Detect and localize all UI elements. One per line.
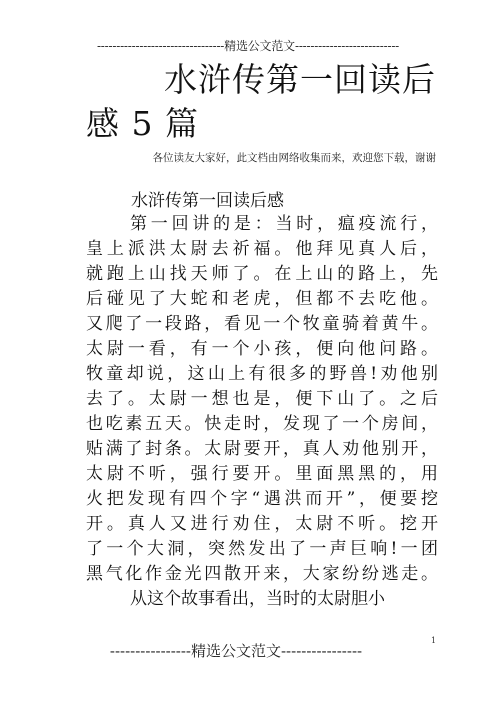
body-line: 后碰见了大蛇和老虎，但都不去吃他。 <box>86 289 438 309</box>
body-text <box>86 212 438 612</box>
section-subtitle: 水浒传第一回读后感 <box>131 191 284 211</box>
page-footer: ----------------精选公文范文---------------- <box>109 642 363 660</box>
body-line: 皇上派洪太尉去祈福。他拜见真人后， <box>86 239 438 259</box>
body-line: 了一个大洞，突然发出了一声巨响!一团 <box>86 539 438 559</box>
body-line: 黑气化作金光四散开来，大家纷纷逃走。 <box>86 564 438 584</box>
body-line: 牧童却说，这山上有很多的野兽!劝他别 <box>86 364 438 384</box>
body-line: 贴满了封条。太尉要开，真人劝他别开， <box>86 439 438 459</box>
greeting-note: 各位读友大家好，此文档由网络收集而来，欢迎您下载，谢谢 <box>152 152 436 164</box>
body-line: 太尉不听，强行要开。里面黑黑的，用 <box>86 464 438 484</box>
page-number: 1 <box>431 636 437 645</box>
body-line: 也吃素五天。快走时，发现了一个房间， <box>86 414 438 434</box>
title-line-2: 感 5 篇 <box>86 104 199 143</box>
body-line: 火把发现有四个字“遇洪而开”，便要挖 <box>86 489 438 509</box>
title-line-1: 水浒传第一回读后 <box>164 60 436 99</box>
body-line: 从这个故事看出，当时的太尉胆小 <box>130 589 385 609</box>
document-title <box>86 58 436 146</box>
body-line: 去了。太尉一想也是，便下山了。之后 <box>86 389 438 409</box>
body-line: 开。真人又进行劝住，太尉不听。挖开 <box>86 514 438 534</box>
page-header: ---------------------------------精选公文范文--------------------------- <box>96 39 400 53</box>
body-line: 太尉一看，有一个小孩，便向他问路。 <box>86 339 438 359</box>
body-line: 就跑上山找天师了。在上山的路上，先 <box>86 264 438 284</box>
body-line: 第一回讲的是：当时，瘟疫流行， <box>130 214 438 234</box>
body-line: 又爬了一段路，看见一个牧童骑着黄牛。 <box>86 314 438 334</box>
